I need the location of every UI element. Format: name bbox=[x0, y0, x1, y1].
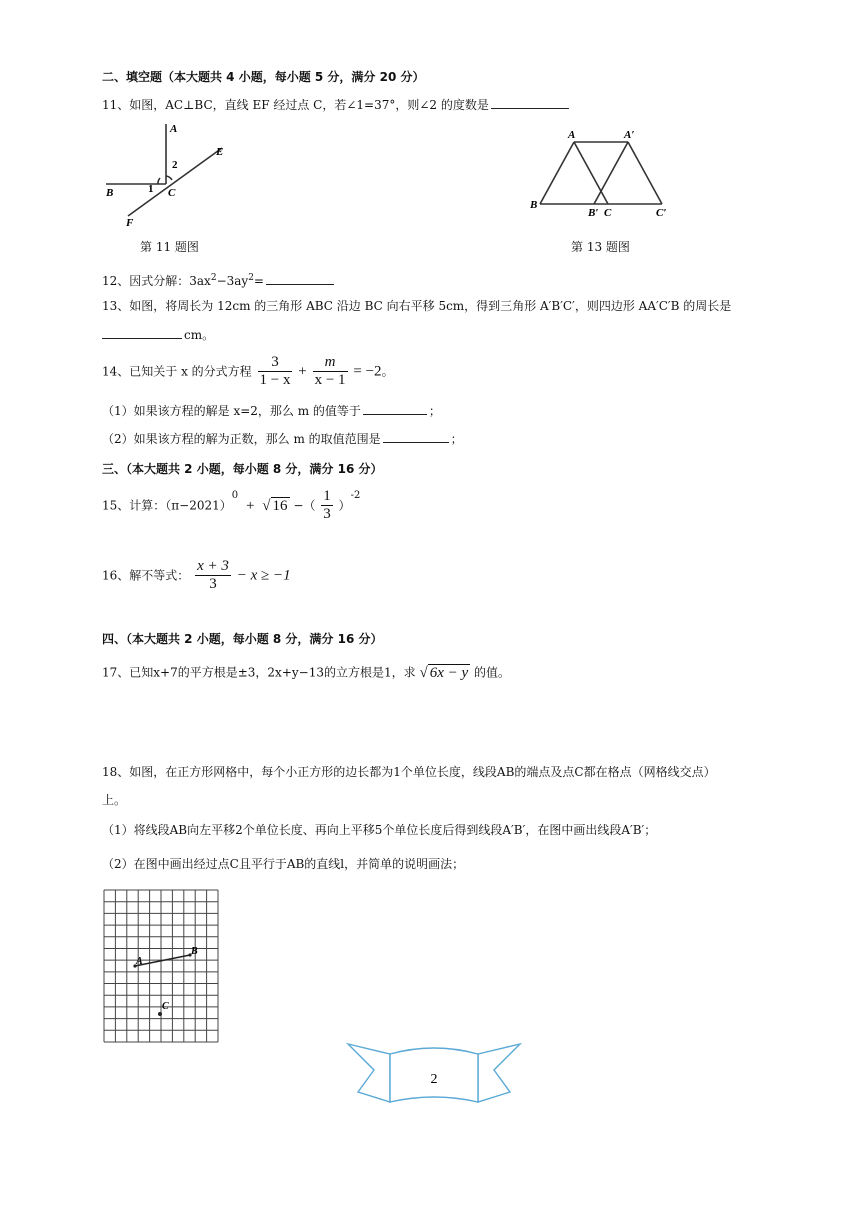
fig11-label-e: E bbox=[216, 146, 224, 158]
question-16 bbox=[102, 558, 291, 593]
fig11-angle-2: 2 bbox=[172, 159, 178, 171]
figure-11-caption: 第 11 题图 bbox=[140, 240, 199, 254]
fig11-label-c: C bbox=[168, 187, 176, 199]
q14-fraction-1 bbox=[258, 354, 293, 389]
question-13-line1: 13、如图，将周长为 12cm 的三角形 ABC 沿边 BC 向右平移 5cm，得到三角形 A′B′C′，则四边形 AA′C′B 的周长是 bbox=[102, 299, 732, 313]
answer-blank-12[interactable] bbox=[266, 272, 334, 285]
section-3-heading: 三、（本大题共 2 小题，每小题 8 分，满分 16 分） bbox=[102, 462, 383, 476]
q15-minus: −（ bbox=[293, 498, 316, 513]
q17-sqrt: √ 6x − y bbox=[419, 665, 469, 681]
q14-sub1-end: ； bbox=[428, 404, 441, 418]
q14-f2-numerator: m bbox=[313, 354, 348, 372]
q17-prefix: 17、已知x+7的平方根是±3，2x+y−13的立方根是1，求 bbox=[102, 665, 416, 680]
q16-fraction bbox=[195, 558, 231, 593]
q13-unit: cm。 bbox=[184, 328, 215, 342]
answer-blank-13[interactable] bbox=[102, 326, 182, 339]
q14-f2-denominator: x − 1 bbox=[314, 372, 346, 388]
q16-prefix: 16、解不等式： bbox=[102, 568, 190, 583]
fig13-label-a-prime: A′ bbox=[624, 129, 635, 141]
question-14 bbox=[102, 354, 394, 389]
page-number-banner bbox=[344, 1040, 524, 1112]
question-13-line2 bbox=[102, 326, 214, 343]
q14-prefix: 14、已知关于 x 的分式方程 bbox=[102, 364, 252, 379]
question-12 bbox=[102, 270, 336, 289]
grid-lines bbox=[104, 890, 218, 1042]
q12-prefix: 12、因式分解：3ax bbox=[102, 274, 211, 288]
grid-label-c: C bbox=[162, 1001, 169, 1012]
q12-middle: −3ay bbox=[216, 274, 249, 288]
page-number: 2 bbox=[430, 1072, 438, 1087]
grid-label-a: A bbox=[136, 956, 143, 967]
q14-f1-denominator: 1 − x bbox=[259, 372, 291, 388]
question-17 bbox=[102, 664, 510, 681]
q14-sub1-text: （1）如果该方程的解是 x=2，那么 m 的值等于 bbox=[102, 404, 361, 418]
q12-exponent-2: 2 bbox=[248, 273, 254, 283]
fig13-label-b-prime: B′ bbox=[588, 207, 599, 219]
q15-exponent: -2 bbox=[350, 490, 361, 501]
answer-blank-14-1[interactable] bbox=[363, 402, 427, 415]
q15-sqrt: √ 16 bbox=[262, 498, 288, 514]
q14-rhs: = −2 bbox=[353, 363, 382, 380]
grid-figure-18[interactable] bbox=[102, 888, 220, 1044]
fig13-label-b: B bbox=[530, 199, 538, 211]
q15-sqrt-value: 16 bbox=[272, 498, 288, 514]
q17-sqrt-expr: 6x − y bbox=[429, 665, 469, 681]
fig13-label-a: A bbox=[568, 129, 576, 141]
section-4-heading: 四、（本大题共 2 小题，每小题 8 分，满分 16 分） bbox=[102, 632, 383, 646]
q14-f1-numerator: 3 bbox=[258, 354, 293, 372]
fig11-label-f: F bbox=[126, 217, 134, 228]
q15-exponent-0: 0 bbox=[231, 490, 239, 501]
q15-close: ） bbox=[338, 498, 351, 513]
question-18-sub2: （2）在图中画出经过点C且平行于AB的直线l，并简单的说明画法； bbox=[102, 857, 465, 871]
q14-plus: + bbox=[298, 363, 307, 380]
q17-suffix: 的值。 bbox=[473, 665, 510, 680]
q14-sub2-text: （2）如果该方程的解为正数，那么 m 的取值范围是 bbox=[102, 432, 381, 446]
fig11-angle-1: 1 bbox=[148, 183, 154, 195]
q12-exponent-1: 2 bbox=[210, 273, 217, 283]
q15-f-denominator: 3 bbox=[323, 506, 331, 522]
question-11-text: 11、如图，AC⊥BC，直线 EF 经过点 C，若∠1=37°，则∠2 的度数是 bbox=[102, 98, 489, 112]
question-14-sub1 bbox=[102, 402, 441, 419]
q16-f-denominator: 3 bbox=[209, 576, 217, 592]
q15-plus: + bbox=[245, 497, 255, 514]
question-14-sub2 bbox=[102, 430, 463, 447]
answer-blank-11[interactable] bbox=[491, 96, 569, 109]
section-2-heading: 二、填空题（本大题共 4 小题，每小题 5 分，满分 20 分） bbox=[102, 70, 425, 84]
q14-sub2-end: ； bbox=[450, 432, 463, 446]
point-c bbox=[158, 1012, 162, 1016]
q15-fraction bbox=[321, 488, 333, 523]
question-18-line2: 上。 bbox=[102, 793, 127, 807]
fig11-label-a: A bbox=[170, 123, 178, 135]
q15-f-numerator: 1 bbox=[323, 488, 331, 504]
q16-rest: − x ≥ −1 bbox=[236, 567, 291, 584]
q16-f-numerator: x + 3 bbox=[197, 558, 229, 574]
q14-fraction-2 bbox=[313, 354, 348, 389]
q12-suffix: = bbox=[253, 274, 264, 288]
fig11-label-b: B bbox=[106, 187, 114, 199]
grid-label-b: B bbox=[191, 946, 198, 957]
figure-13-caption: 第 13 题图 bbox=[571, 240, 630, 254]
answer-blank-14-2[interactable] bbox=[383, 430, 449, 443]
fig13-label-c-prime: C′ bbox=[656, 207, 667, 219]
q15-prefix: 15、计算：（π−2021） bbox=[102, 498, 232, 513]
figure-11 bbox=[100, 118, 240, 228]
question-18-sub1: （1）将线段AB向左平移2个单位长度、再向上平移5个单位长度后得到线段A′B′，在图中画出线段A′B′； bbox=[102, 823, 657, 837]
figure-13 bbox=[528, 128, 678, 224]
question-18-line1: 18、如图，在正方形网格中，每个小正方形的边长都为1个单位长度，线段AB的端点及点C都在格点（网格线交点） bbox=[102, 765, 716, 779]
question-15 bbox=[102, 488, 360, 523]
fig13-label-c: C bbox=[604, 207, 612, 219]
question-11 bbox=[102, 96, 571, 113]
q14-end: 。 bbox=[381, 364, 394, 379]
